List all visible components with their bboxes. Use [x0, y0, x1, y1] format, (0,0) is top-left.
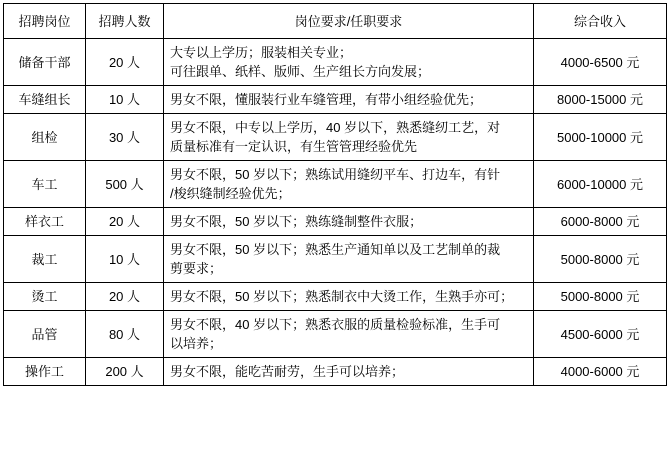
table-row [4, 39, 667, 86]
cell-requirements [164, 236, 534, 283]
column-header-count: 招聘人数 [86, 4, 164, 39]
table-row [4, 358, 667, 386]
cell-salary: 4000-6500 元 [534, 39, 667, 86]
table-row [4, 86, 667, 114]
requirement-line: 男女不限，50 岁以下；熟悉制衣中大烫工作，生熟手亦可； [170, 289, 514, 304]
requirement-line: 剪要求； [170, 261, 223, 276]
requirement-line: 男女不限，50 岁以下；熟悉生产通知单以及工艺制单的裁 [170, 242, 501, 257]
column-header-post: 招聘岗位 [4, 4, 86, 39]
cell-post: 组检 [4, 114, 86, 161]
cell-post: 裁工 [4, 236, 86, 283]
table-row [4, 236, 667, 283]
cell-count: 20 人 [86, 39, 164, 86]
cell-count: 10 人 [86, 86, 164, 114]
cell-count: 80 人 [86, 311, 164, 358]
requirement-line: 男女不限，50 岁以下；熟练试用缝纫平车、打边车，有针 [170, 167, 501, 182]
cell-post: 样衣工 [4, 208, 86, 236]
cell-count: 500 人 [86, 161, 164, 208]
cell-salary: 6000-8000 元 [534, 208, 667, 236]
column-header-requirements: 岗位要求/任职要求 [164, 4, 534, 39]
cell-requirements [164, 114, 534, 161]
table-row [4, 114, 667, 161]
cell-requirements [164, 283, 534, 311]
cell-count: 20 人 [86, 208, 164, 236]
cell-post: 操作工 [4, 358, 86, 386]
cell-salary: 8000-15000 元 [534, 86, 667, 114]
cell-salary: 4000-6000 元 [534, 358, 667, 386]
requirement-line: 男女不限，40 岁以下；熟悉衣服的质量检验标准，生手可 [170, 317, 501, 332]
requirement-line: 质量标准有一定认识，有生管管理经验优先 [170, 139, 418, 154]
cell-requirements [164, 358, 534, 386]
cell-salary: 4500-6000 元 [534, 311, 667, 358]
cell-post: 车工 [4, 161, 86, 208]
table-row [4, 161, 667, 208]
cell-post: 品管 [4, 311, 86, 358]
cell-post: 烫工 [4, 283, 86, 311]
requirement-line: 男女不限，50 岁以下；熟练缝制整件衣服； [170, 214, 423, 229]
requirement-line: /梭织缝制经验优先； [170, 186, 291, 201]
table-body [4, 39, 667, 386]
cell-count: 10 人 [86, 236, 164, 283]
cell-count: 20 人 [86, 283, 164, 311]
cell-requirements [164, 311, 534, 358]
requirement-line: 男女不限，能吃苦耐劳，生手可以培养； [170, 364, 405, 379]
cell-requirements [164, 86, 534, 114]
cell-salary: 5000-8000 元 [534, 236, 667, 283]
table-row [4, 208, 667, 236]
requirement-line: 以培养； [170, 336, 223, 351]
cell-salary: 6000-10000 元 [534, 161, 667, 208]
cell-requirements [164, 39, 534, 86]
requirement-line: 大专以上学历；服装相关专业； [170, 45, 353, 60]
cell-salary: 5000-8000 元 [534, 283, 667, 311]
requirement-line: 可往跟单、纸样、版师、生产组长方向发展； [170, 64, 431, 79]
cell-count: 30 人 [86, 114, 164, 161]
table-header [4, 4, 667, 39]
table-row [4, 283, 667, 311]
cell-salary: 5000-10000 元 [534, 114, 667, 161]
column-header-salary: 综合收入 [534, 4, 667, 39]
requirement-line: 男女不限，懂服装行业车缝管理，有带小组经验优先； [170, 92, 483, 107]
requirement-line: 男女不限，中专以上学历，40 岁以下，熟悉缝纫工艺，对 [170, 120, 501, 135]
table-header-row [4, 4, 667, 39]
cell-requirements [164, 208, 534, 236]
cell-count: 200 人 [86, 358, 164, 386]
cell-requirements [164, 161, 534, 208]
table-row [4, 311, 667, 358]
recruitment-table [3, 3, 667, 386]
cell-post: 储备干部 [4, 39, 86, 86]
cell-post: 车缝组长 [4, 86, 86, 114]
